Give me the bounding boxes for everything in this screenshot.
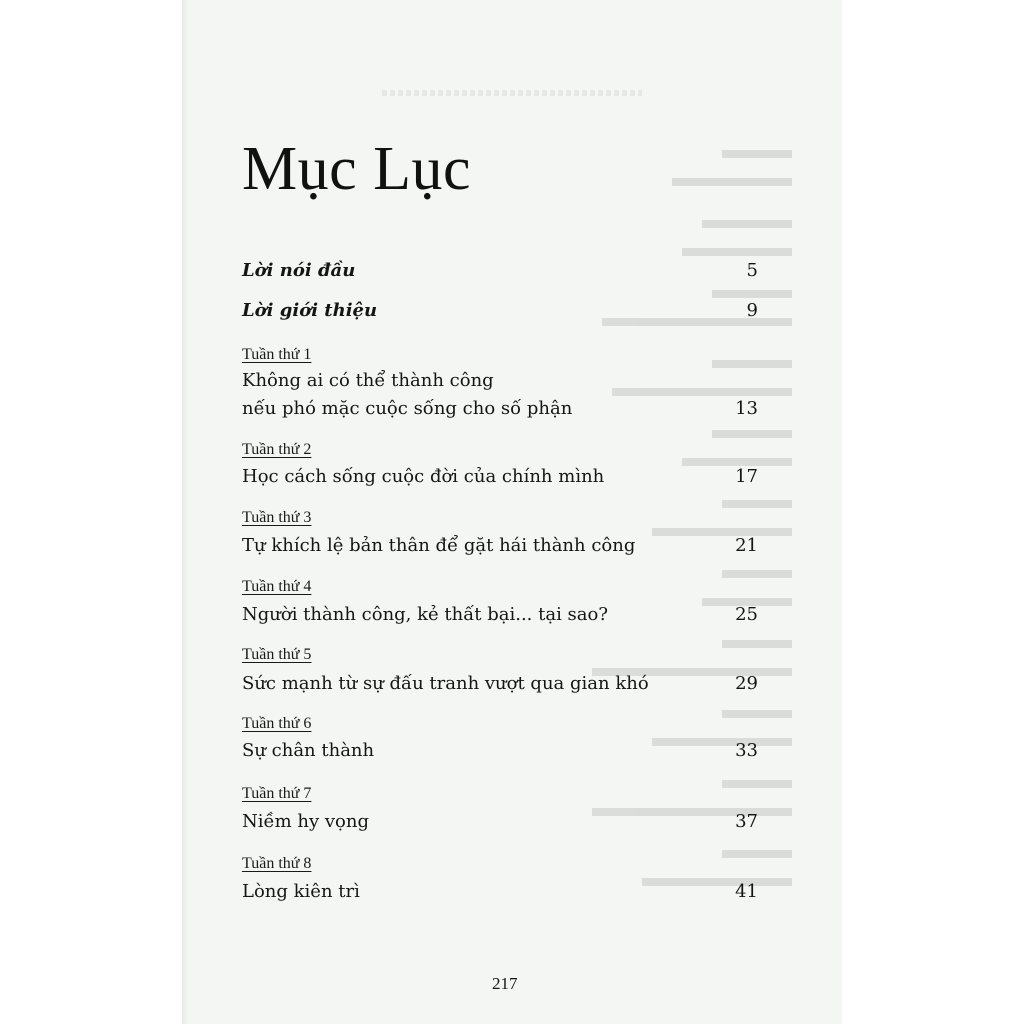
running-header-showthrough: [382, 90, 642, 96]
toc-entry-label: Người thành công, kẻ thất bại... tại sao?: [242, 604, 609, 625]
toc-week-title-8[interactable]: [242, 883, 758, 901]
toc-week-title-2[interactable]: [242, 468, 758, 486]
toc-page-number: 5: [746, 260, 758, 281]
toc-week-heading-2: Tuần thứ 2: [242, 441, 312, 458]
toc-page-number: 29: [735, 673, 758, 694]
reverse-side-showthrough: [602, 150, 832, 890]
toc-week-title-4[interactable]: [242, 606, 758, 624]
toc-entry-label: Lời giới thiệu: [242, 300, 378, 321]
toc-entry-label: Không ai có thể thành công: [242, 370, 494, 391]
toc-page-number: 13: [735, 398, 758, 419]
page-title: Mục Lục: [242, 135, 472, 203]
toc-entry-label: Niềm hy vọng: [242, 811, 369, 832]
toc-entry-label: Lòng kiên trì: [242, 881, 360, 902]
toc-entry-label: Sức mạnh từ sự đấu tranh vượt qua gian khó: [242, 673, 649, 694]
toc-entry-label: Học cách sống cuộc đời của chính mình: [242, 466, 605, 487]
toc-week-heading-7: Tuần thứ 7: [242, 785, 312, 802]
toc-entry-label: nếu phó mặc cuộc sống cho số phận: [242, 398, 573, 419]
toc-week-title-3[interactable]: [242, 537, 758, 555]
page-number-footer: 217: [492, 974, 518, 993]
toc-week-heading-3: Tuần thứ 3: [242, 509, 312, 526]
toc-page-number: 33: [735, 740, 758, 761]
toc-entry-introduction[interactable]: [242, 302, 758, 320]
toc-week-title-1-line-2[interactable]: [242, 400, 758, 418]
toc-week-title-7[interactable]: [242, 813, 758, 831]
toc-week-heading-6: Tuần thứ 6: [242, 715, 312, 732]
toc-page-number: 41: [735, 881, 758, 902]
toc-week-heading-5: Tuần thứ 5: [242, 646, 312, 663]
book-page: [182, 0, 842, 1024]
toc-page-number: 21: [735, 535, 758, 556]
toc-page-number: 25: [735, 604, 758, 625]
toc-week-title-6[interactable]: [242, 742, 758, 760]
toc-entry-label: Lời nói đầu: [242, 260, 356, 281]
toc-page-number: 37: [735, 811, 758, 832]
toc-page-number: 17: [735, 466, 758, 487]
toc-week-title-5[interactable]: [242, 675, 758, 693]
toc-week-heading-8: Tuần thứ 8: [242, 855, 312, 872]
toc-entry-preface[interactable]: [242, 262, 758, 280]
toc-entry-label: Tự khích lệ bản thân để gặt hái thành công: [242, 535, 636, 556]
toc-week-heading-1: Tuần thứ 1: [242, 346, 312, 363]
toc-page-number: 9: [746, 300, 758, 321]
toc-week-title-1-line-1[interactable]: [242, 372, 758, 390]
page-edge-shadow: [182, 0, 188, 1024]
toc-entry-label: Sự chân thành: [242, 740, 375, 761]
toc-week-heading-4: Tuần thứ 4: [242, 578, 312, 595]
